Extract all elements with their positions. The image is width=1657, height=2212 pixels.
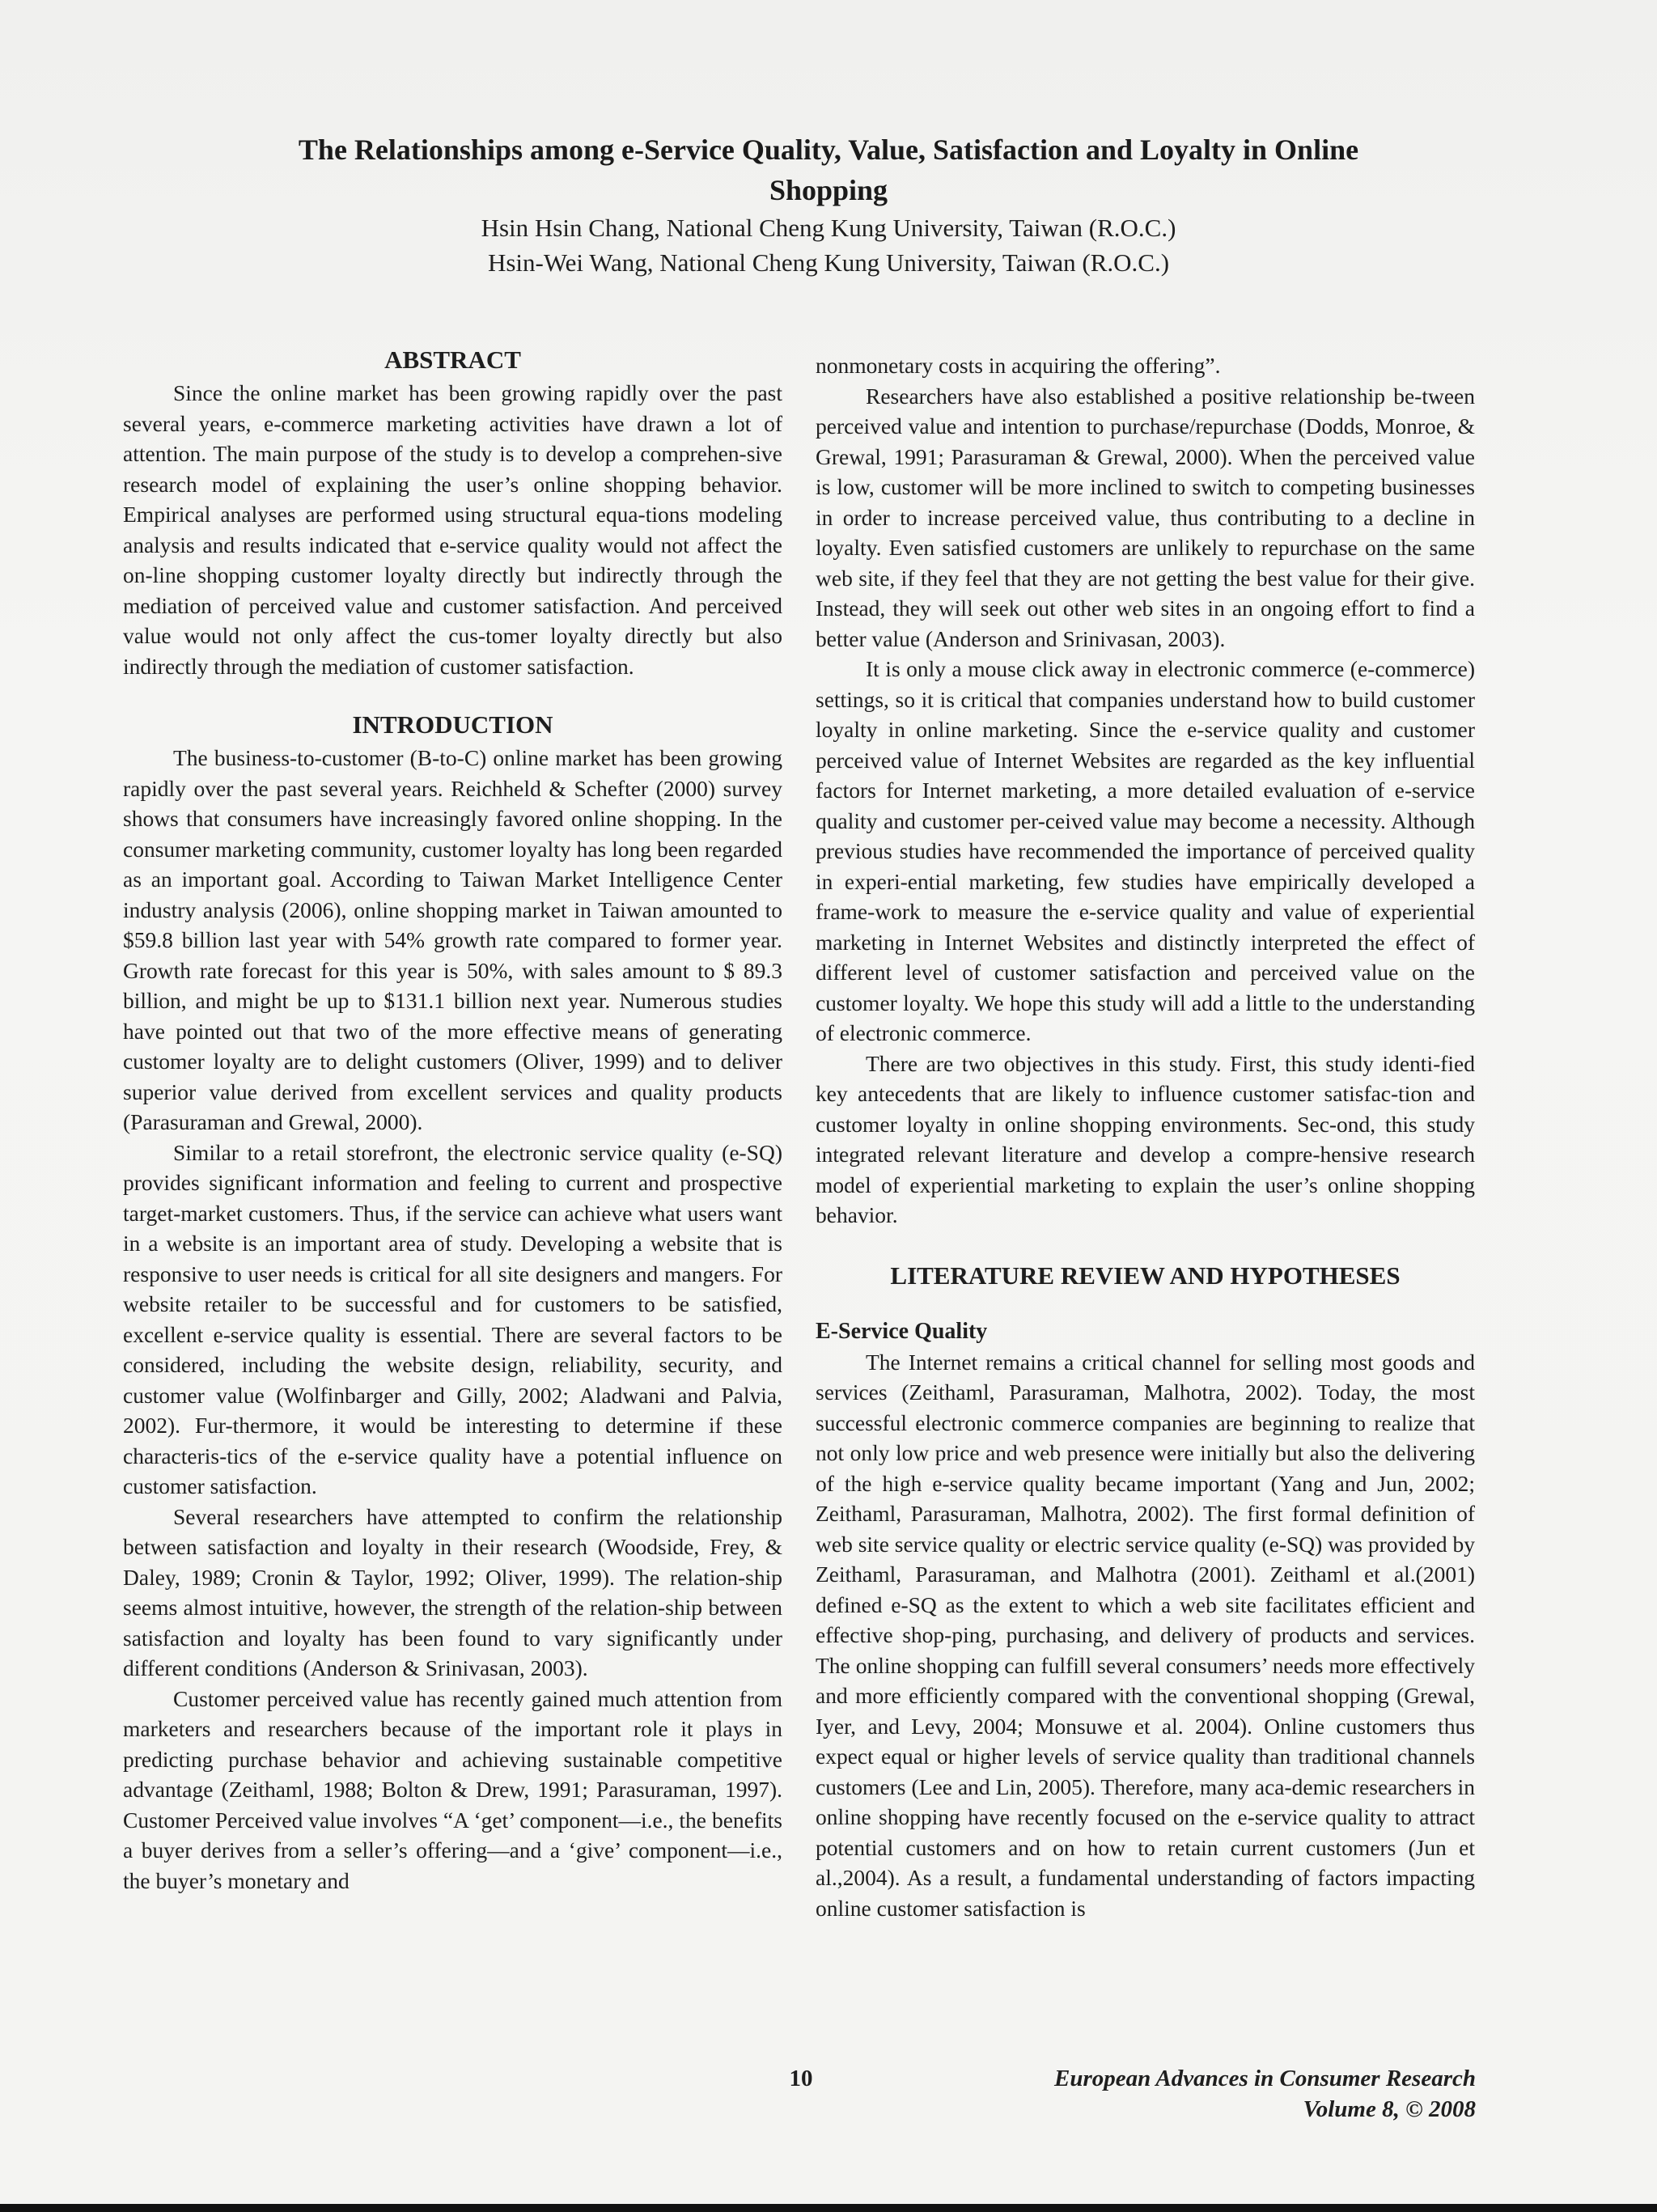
value-loyalty-paragraph: Researchers have also established a positive relationship be-tween perceived value and intention to purchase/repurchase (Dodds, Monroe, & Grewal, 1991; Parasuraman & Grewal, 2000). When the perceived value is low, customer will be more inclined to switch to competing businesses in order to increase perceived value, thus contributing to a decline in loyalty. Even satisfied customers are unlikely to repurchase on the same web site, if they feel that they are not getting the best value for their give. Instead, they will seek out other web sites in an ongoing effort to find a better value (Anderson and Srinivasan, 2003). [816,383,1475,651]
journal-name: European Advances in Consumer Research [1054,2066,1476,2091]
title-block [121,129,1536,280]
paper-title-line-2: Shopping [769,174,888,206]
introduction-heading: INTRODUCTION [352,710,553,739]
abstract-paragraph: Since the online market has been growing rapidly over the past several years, e-commerce marketing activities have drawn a lot of attention. The main purpose of the study is to develop a comprehen-sive research model of explaining the user’s online shopping behavior. Empirical analyses are performed using structural equa-tions modeling analysis and results indicated that e-service quality would not affect the on-line shopping customer loyalty directly but indirectly through the mediation of perceived value and customer satisfaction. And perceived value would not only affect the cus-tomer loyalty directly but also indirectly through the mediation of customer satisfaction. [123,380,782,679]
paper-title-line-1: The Relationships among e-Service Quality, Value, Satisfaction and Loyalty in Online [298,133,1359,166]
literature-review-heading: LITERATURE REVIEW AND HYPOTHESES [890,1261,1401,1290]
abstract-heading: ABSTRACT [384,345,521,374]
continued-paragraph: nonmonetary costs in acquiring the offering”. [816,353,1221,378]
page-number: 10 [789,2066,813,2091]
ecommerce-paragraph: It is only a mouse click away in electronic commerce (e-commerce) settings, so it is critical that companies understand how to build customer loyalty in online marketing. Since the e-service quality and customer perceived value of Internet Websites are regarded as the key influential factors for Internet marketing, a more detailed evaluation of e-service quality and customer per-ceived value may become a necessity. Although previous studies have recommended the importance of perceived quality in experi-ential marketing, few studies have empirically developed a frame-work to measure the e-service quality and value of experiential marketing in Internet Websites and distinctly interpreted the effect of different level of customer satisfaction and perceived value on the customer loyalty. We hope this study will add a little to the understanding of electronic commerce. [816,656,1475,1045]
paper-title [121,129,1536,210]
journal-volume: Volume 8, © 2008 [1303,2096,1476,2122]
author-line-2: Hsin-Wei Wang, National Cheng Kung University, Taiwan (R.O.C.) [487,248,1170,277]
right-column [816,344,1475,1923]
journal-citation [1054,2063,1476,2125]
left-column [123,344,782,1896]
scan-bottom-edge [0,2204,1657,2212]
introduction-paragraph-2: Similar to a retail storefront, the electronic service quality (e-SQ) provides significant information and feeling to current and prospective target-market customers. Thus, if the service can achieve what users want in a website is an important area of study. Developing a website that is responsive to user needs is critical for all site designers and mangers. For website retailer to be successful and for customers to be satisfied, excellent e-service quality is essential. There are several factors to be considered, including the website design, reliability, security, and customer value (Wolfinbarger and Gilly, 2002; Aladwani and Palvia, 2002). Fur-thermore, it would be interesting to determine if these characteris-tics of the e-service quality have a potential influence on customer satisfaction. [123,1139,782,1498]
author-line-1: Hsin Hsin Chang, National Cheng Kung University, Taiwan (R.O.C.) [481,214,1176,242]
objectives-paragraph: There are two objectives in this study. First, this study identi-fied key antecedents that are likely to influence customer satisfac-tion and customer loyalty in online shopping environments. Sec-ond, this study integrated relevant literature and develop a compre-hensive research model of experiential marketing to explain the user’s online shopping behavior. [816,1050,1475,1227]
introduction-paragraph-4: Customer perceived value has recently gained much attention from marketers and researchers because of the important role it plays in predicting purchase behavior and achieving sustainable competitive advantage (Zeithaml, 1988; Bolton & Drew, 1991; Parasuraman, 1997). Customer Perceived value involves “A ‘get’ component—i.e., the benefits a buyer derives from a seller’s offering—and a ‘give’ component—i.e., the buyer’s monetary and [123,1685,782,1893]
introduction-paragraph-1: The business-to-customer (B-to-C) online market has been growing rapidly over the past several years. Reichheld & Schefter (2000) survey shows that consumers have increasingly favored online shopping. In the consumer marketing community, customer loyalty has long been regarded as an important goal. According to Taiwan Market Intelligence Center industry analysis (2006), online shopping market in Taiwan amounted to $59.8 billion last year with 54% growth rate compared to former year. Growth rate forecast for this year is 50%, with sales amount to $ 89.3 billion, and might be up to $131.1 billion next year. Numerous studies have pointed out that two of the more effective means of generating customer loyalty are to delight customers (Oliver, 1999) and to deliver superior value derived from excellent services and quality products (Parasuraman and Grewal, 2000). [123,745,782,1134]
e-service-quality-heading: E-Service Quality [816,1318,988,1344]
introduction-paragraph-3: Several researchers have attempted to confirm the relationship between satisfaction and loyalty in their research (Woodside, Frey, & Daley, 1989; Cronin & Taylor, 1992; Oliver, 1999). The relation-ship seems almost intuitive, however, the strength of the relation-ship between satisfaction and loyalty has been found to vary significantly under different conditions (Anderson & Srinivasan, 2003). [123,1503,782,1680]
e-service-quality-paragraph: The Internet remains a critical channel for selling most goods and services (Zeithaml, Parasuraman, Malhotra, 2002). Today, the most successful electronic commerce companies are beginning to realize that not only low price and web presence were initially but also the delivering of the high e-service quality became important (Yang and Jun, 2002; Zeithaml, Parasuraman, Malhotra, 2002). The first formal definition of web site service quality or electric service quality (e-SQ) was provided by Zeithaml, Parasuraman, and Malhotra (2001). Zeithaml et al.(2001) defined e-SQ as the extent to which a web site facilitates efficient and effective shop-ping, purchasing, and delivery of products and services. The online shopping can fulfill several consumers’ needs more effectively and more efficiently compared with the conventional shopping (Grewal, Iyer, and Levy, 2004; Monsuwe et al. 2004). Online customers thus expect equal or higher levels of service quality than traditional channels customers (Lee and Lin, 2005). Therefore, many aca-demic researchers in online shopping have recently focused on the e-service quality to attract potential customers and on how to retain current customers (Jun et al.,2004). As a result, a fundamental understanding of factors impacting online customer satisfaction is [816,1349,1475,1921]
